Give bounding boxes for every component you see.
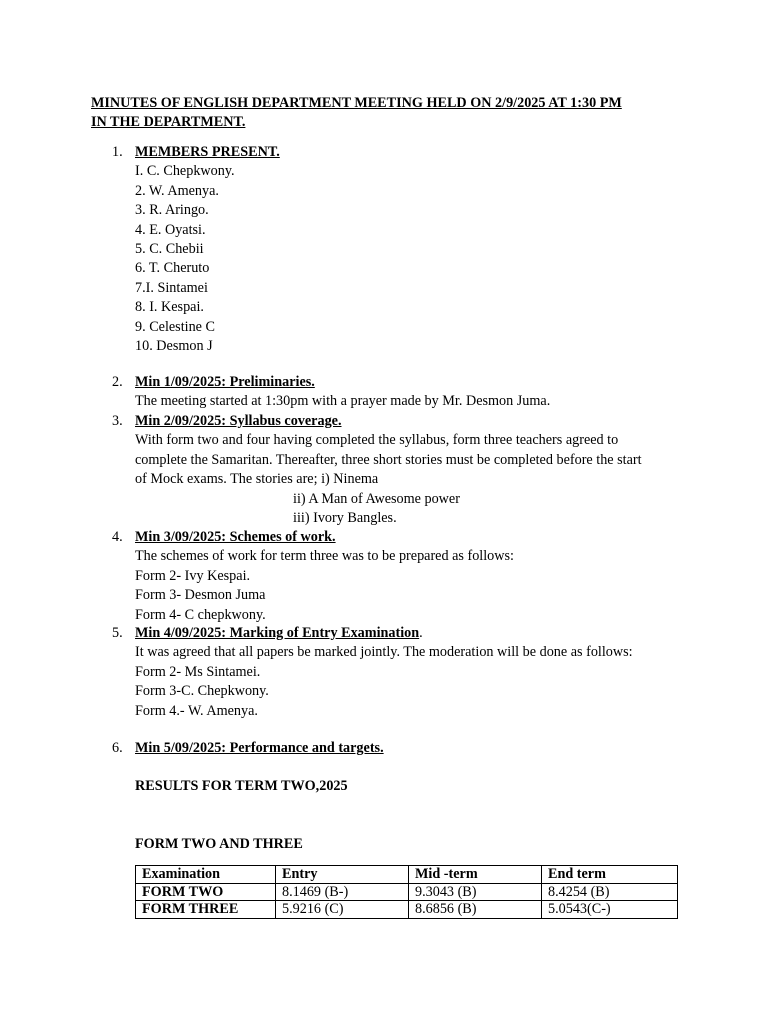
section-number: 4. [112, 529, 123, 545]
member-line: 5. C. Chebii [135, 241, 204, 258]
section-number: 2. [112, 374, 123, 390]
section-number: 5. [112, 625, 123, 641]
section-number: 3. [112, 413, 123, 429]
section-heading: Min 2/09/2025: Syllabus coverage. [135, 413, 342, 429]
story-line: ii) A Man of Awesome power [293, 490, 460, 507]
member-line: 9. Celestine C [135, 318, 215, 335]
results-table [135, 865, 678, 919]
section-number: 6. [112, 740, 123, 756]
body-line: Form 2- Ivy Kespai. [135, 567, 251, 584]
table-cell: 5.0543(C-) [542, 901, 678, 919]
section-heading: Min 1/09/2025: Preliminaries. [135, 374, 315, 390]
header-cell: Mid -term [409, 866, 542, 884]
body-line: Form 3- Desmon Juma [135, 587, 266, 604]
member-line: 7.I. Sintamei [135, 279, 208, 296]
member-line: I. C. Chepkwony. [135, 163, 235, 180]
table-row [136, 883, 678, 901]
results-subheading: RESULTS FOR TERM TWO,2025 [135, 778, 348, 794]
body-line: Form 2- Ms Sintamei. [135, 663, 261, 680]
row-label: FORM THREE [136, 901, 276, 919]
member-line: 4. E. Oyatsi. [135, 221, 206, 238]
header-cell: Entry [276, 866, 409, 884]
table-cell: 5.9216 (C) [276, 901, 409, 919]
table-cell: 8.4254 (B) [542, 883, 678, 901]
body-line: complete the Samaritan. Thereafter, three short stories must be completed before the start [135, 451, 642, 468]
body-line: of Mock exams. The stories are; i) Ninema [135, 471, 379, 488]
table-title: FORM TWO AND THREE [135, 836, 303, 852]
member-line: 2. W. Amenya. [135, 182, 219, 199]
section-heading: Min 5/09/2025: Performance and targets. [135, 740, 384, 756]
member-line: 6. T. Cheruto [135, 260, 210, 277]
row-label: FORM TWO [136, 883, 276, 901]
table-cell: 8.1469 (B-) [276, 883, 409, 901]
body-line: With form two and four having completed the syllabus, form three teachers agreed to [135, 432, 619, 449]
body-line: The meeting started at 1:30pm with a prayer made by Mr. Desmon Juma. [135, 393, 551, 410]
document-title [91, 94, 691, 132]
section-heading: MEMBERS PRESENT. [135, 144, 280, 160]
table-header-row [136, 866, 678, 884]
body-line: Form 3-C. Chepkwony. [135, 683, 269, 700]
member-line: 8. I. Kespai. [135, 299, 204, 316]
section-heading: Min 4/09/2025: Marking of Entry Examination [135, 625, 420, 641]
member-line: 3. R. Aringo. [135, 202, 209, 219]
table-cell: 8.6856 (B) [409, 901, 542, 919]
table-row [136, 901, 678, 919]
body-line: The schemes of work for term three was to be prepared as follows: [135, 548, 514, 565]
title-line-1: MINUTES OF ENGLISH DEPARTMENT MEETING HELD ON 2/9/2025 AT 1:30 PM [91, 95, 622, 111]
header-cell: End term [542, 866, 678, 884]
body-line: Form 4.- W. Amenya. [135, 702, 258, 719]
title-line-2: IN THE DEPARTMENT. [91, 114, 246, 130]
section-heading: Min 3/09/2025: Schemes of work. [135, 529, 336, 545]
body-line: It was agreed that all papers be marked jointly. The moderation will be done as follows: [135, 644, 633, 661]
body-line: Form 4- C chepkwony. [135, 606, 266, 623]
member-line: 10. Desmon J [135, 338, 213, 355]
heading-period: . [419, 625, 423, 641]
story-line: iii) Ivory Bangles. [293, 510, 397, 527]
section-number: 1. [112, 144, 123, 160]
table-cell: 9.3043 (B) [409, 883, 542, 901]
header-cell: Examination [136, 866, 276, 884]
